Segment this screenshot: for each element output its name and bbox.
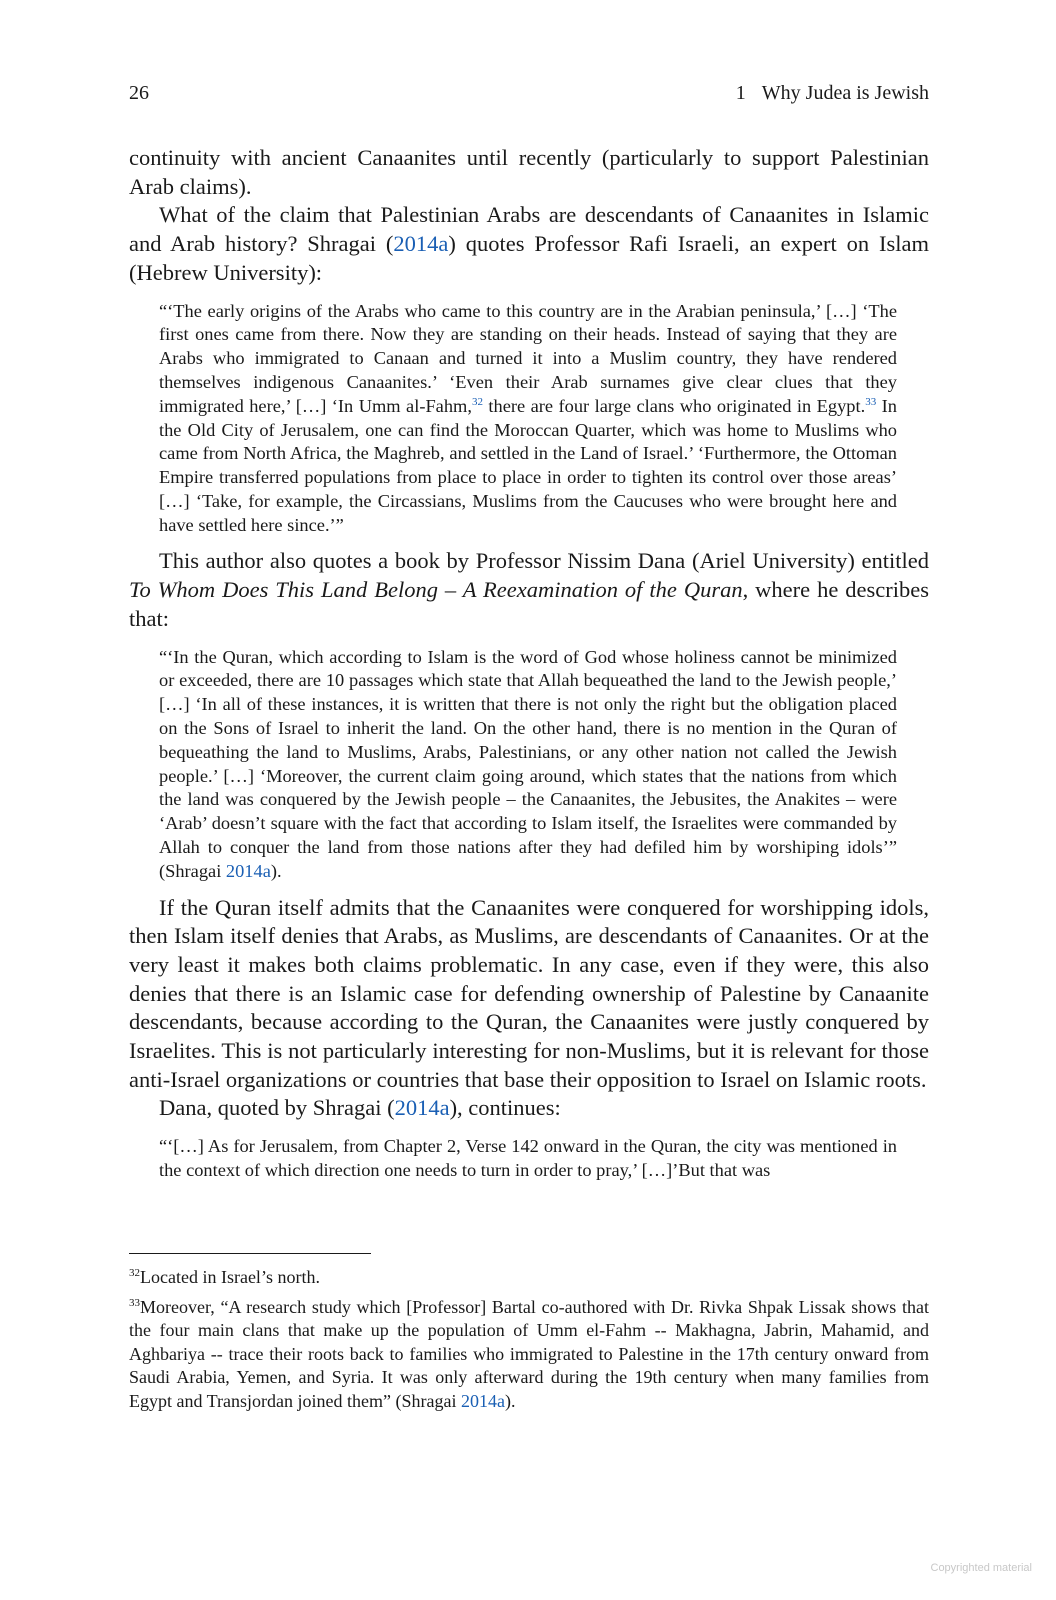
book-title: To Whom Does This Land Belong – A Reexamination of the Quran [129, 577, 743, 603]
running-header [129, 82, 929, 112]
paragraph-3: This author also quotes a book by Professor Nissim Dana (Ariel University) entitled To Whom Does This Land Belong – A Reexamination of the Quran, where he describes that: [129, 548, 930, 631]
citation-link[interactable]: 2014a [393, 231, 449, 257]
citation-link[interactable]: 2014a [394, 1095, 450, 1121]
chapter-title: Why Judea is Jewish [761, 82, 929, 104]
book-page [129, 82, 929, 1183]
chapter-heading [736, 82, 929, 105]
block-quote-1: “‘The early origins of the Arabs who came to this country are in the Arabian peninsula,’ […] ‘The first ones came from there. Now they are standing on their heads. Instead of saying that they are Arabs who immigrated to Canaan and turned it into a Muslim country, they have rendered themselves indigenous Canaanites.’ ‘Even their Arab surnames give clear clues that they immigrated here,’ […] ‘In Umm al-Fahm,$^{32}$ there are four large clans who originated in Egypt.$^{33}$ In the Old City of Jerusalem, one can find the Moroccan Quarter, which was home to Muslims who came from North Africa, the Maghreb, and settled in the Land of Israel.’ ‘Furthermore, the Ottoman Empire transferred populations from place to place in order to tighten its control over those areas’ […] ‘Take, for example, the Circassians, Muslims from the Caucuses who were brought here and have settled here since.’” [159, 300, 897, 535]
footnote-ref-33[interactable]: 33 [865, 395, 877, 408]
citation-link[interactable]: 2014a [460, 1390, 505, 1411]
footnote-ref-32[interactable]: 32 [471, 395, 483, 408]
footnote-divider [129, 1253, 371, 1254]
paragraph-4: If the Quran itself admits that the Canaanites were conquered for worshipping idols, then Islam itself denies that Arabs, as Muslims, are descendants of Canaanites. Or at the very least it makes both claims problematic. In any case, even if they were, this also denies that there is an Islamic case for defending ownership of Palestine by Canaanite descendants, because according to the Quran, the Canaanites were justly conquered by Israelites. This is not particularly interesting for non-Muslims, but it is relevant for those anti-Israel organizations or countries that base their opposition to Israel on Islamic roots. [129, 894, 929, 1092]
paragraph-2: What of the claim that Palestinian Arabs are descendants of Canaanites in Islamic and Arab history? Shragai (2014a) quotes Professor Rafi Israeli, an expert on Islam (Hebrew University): [129, 202, 929, 285]
block-quote-3: “‘[…] As for Jerusalem, from Chapter 2, Verse 142 onward in the Quran, the city was mentioned in the context of which direction one needs to turn in order to pray,’ […]’But that was [159, 1136, 897, 1180]
block-quote-2: “‘In the Quran, which according to Islam is the word of God whose holiness cannot be minimized or exceeded, there are 10 passages which state that Allah bequeathed the land to the Jewish people,’ […] ‘In all of these instances, it is written that there is not only the right but the obligation placed on the Sons of Israel to inherit the land. On the other hand, there is no mention in the Quran of bequeathing the land to Muslims, Arabs, Palestinians, or any other nation not called the Jewish people.’ […] ‘Moreover, the current claim going around, which states that the nations from which the land was conquered by the Jewish people – the Canaanites, the Jebusites, the Anakites – were ‘Arab’ doesn’t square with the fact that according to Islam itself, the Israelites were commanded by Allah to conquer the land from those nations after they had defiled him by worshiping idols’” (Shragai 2014a). [159, 646, 897, 881]
footnote-33: $^{33}$Moreover, “A research study which [Professor] Bartal co-authored with Dr. Rivka Shpak Lissak shows that the four main clans that make up the population of Umm el-Fahm -- Makhagna, Jabrin, Mahamid, and Aghbariya -- trace their roots back to families who immigrated to Palestine in the 17th century onward from Saudi Arabia, Yemen, and Syria. It was only afterward during the 19th century when many families from Egypt and Transjordan joined them” (Shragai 2014a). [129, 1296, 929, 1411]
footnote-32: $^{32}$Located in Israel’s north. [129, 1267, 320, 1287]
chapter-number: 1 [735, 82, 746, 104]
paragraph-1: continuity with ancient Canaanites until recently (particularly to support Palestinian Arab claims). [129, 145, 929, 199]
paragraph-5: Dana, quoted by Shragai (2014a), continues: [159, 1095, 561, 1121]
citation-link[interactable]: 2014a [225, 860, 271, 881]
footnotes [129, 1266, 929, 1420]
page-number: 26 [129, 82, 149, 104]
copyright-watermark: Copyrighted material [930, 1562, 1032, 1574]
